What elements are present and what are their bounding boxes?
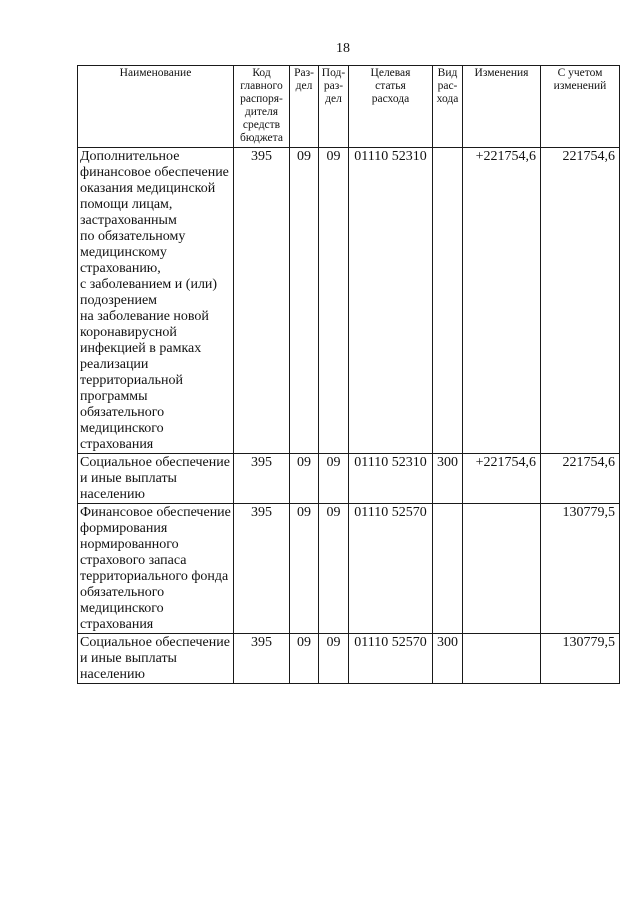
cell-name: Социальное обеспечение и иные выплаты населению bbox=[78, 454, 234, 504]
budget-table bbox=[77, 65, 620, 684]
header-target: Целевая статья расхода bbox=[349, 66, 433, 148]
cell-name: Финансовое обеспечение формирования нормированного страхового запаса территориального фонда обязательного медицинского страхования bbox=[78, 504, 234, 634]
page-number: 18 bbox=[336, 41, 350, 56]
cell-target: 01110 52570 bbox=[349, 634, 433, 684]
cell-target: 01110 52310 bbox=[349, 454, 433, 504]
table-row bbox=[78, 634, 620, 684]
cell-total: 130779,5 bbox=[541, 504, 620, 634]
cell-type: 300 bbox=[433, 454, 463, 504]
cell-change bbox=[463, 634, 541, 684]
cell-name: Социальное обеспечение и иные выплаты населению bbox=[78, 634, 234, 684]
cell-subsection: 09 bbox=[319, 634, 349, 684]
cell-target: 01110 52570 bbox=[349, 504, 433, 634]
cell-change: +221754,6 bbox=[463, 148, 541, 454]
cell-change: +221754,6 bbox=[463, 454, 541, 504]
header-row bbox=[78, 66, 620, 148]
cell-section: 09 bbox=[290, 504, 319, 634]
header-type: Вид рас- хода bbox=[433, 66, 463, 148]
cell-subsection: 09 bbox=[319, 504, 349, 634]
table-row bbox=[78, 504, 620, 634]
cell-section: 09 bbox=[290, 148, 319, 454]
cell-subsection: 09 bbox=[319, 148, 349, 454]
cell-change bbox=[463, 504, 541, 634]
cell-type: 300 bbox=[433, 634, 463, 684]
cell-code: 395 bbox=[234, 504, 290, 634]
header-name: Наименование bbox=[78, 66, 234, 148]
cell-target: 01110 52310 bbox=[349, 148, 433, 454]
header-section: Раз- дел bbox=[290, 66, 319, 148]
header-subsection: Под- раз- дел bbox=[319, 66, 349, 148]
cell-type bbox=[433, 504, 463, 634]
cell-total: 130779,5 bbox=[541, 634, 620, 684]
cell-section: 09 bbox=[290, 634, 319, 684]
cell-total: 221754,6 bbox=[541, 454, 620, 504]
cell-code: 395 bbox=[234, 634, 290, 684]
cell-subsection: 09 bbox=[319, 454, 349, 504]
cell-code: 395 bbox=[234, 148, 290, 454]
cell-type bbox=[433, 148, 463, 454]
header-code: Код главного распоря- дителя средств бюджета bbox=[234, 66, 290, 148]
header-change: Изменения bbox=[463, 66, 541, 148]
cell-code: 395 bbox=[234, 454, 290, 504]
header-total: С учетом изменений bbox=[541, 66, 620, 148]
cell-total: 221754,6 bbox=[541, 148, 620, 454]
cell-name: Дополнительное финансовое обеспечение оказания медицинской помощи лицам, застрахованным по обязательному медицинскому страхованию, с заболеванием и (или) подозрением на заболевание новой коронавирусной инфекцией в рамках реализации территориальной программы обязательного медицинского страхования bbox=[78, 148, 234, 454]
table-row bbox=[78, 148, 620, 454]
table-row bbox=[78, 454, 620, 504]
cell-section: 09 bbox=[290, 454, 319, 504]
